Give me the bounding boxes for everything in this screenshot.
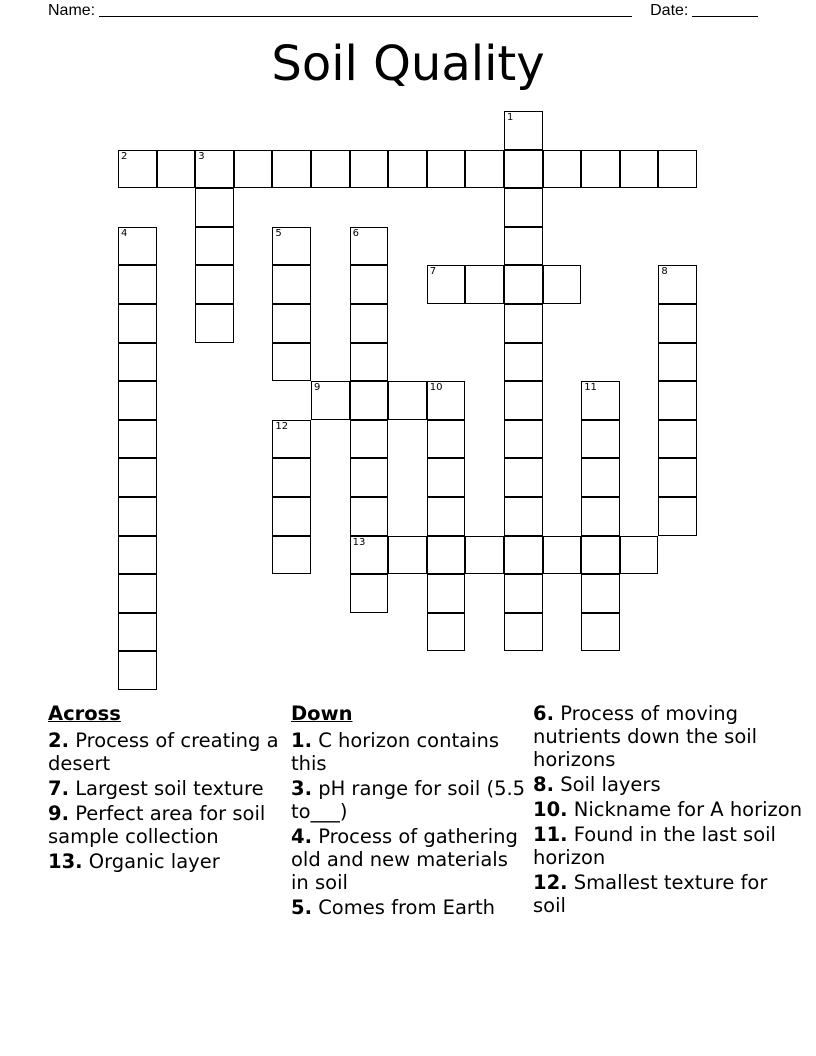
grid-cell[interactable]	[157, 150, 196, 189]
grid-cell[interactable]	[427, 613, 466, 652]
clue-number: 5.	[291, 896, 312, 919]
clue-down	[291, 825, 531, 894]
clue-number-label: 7	[429, 266, 437, 278]
grid-cell[interactable]	[504, 536, 543, 575]
grid-cell[interactable]	[504, 381, 543, 420]
grid-cell[interactable]	[118, 651, 157, 690]
clue-number: 9.	[48, 802, 69, 825]
grid-cell[interactable]	[581, 420, 620, 459]
puzzle-title: Soil Quality	[271, 36, 545, 92]
grid-cell[interactable]	[543, 265, 582, 304]
grid-cell[interactable]	[118, 574, 157, 613]
grid-cell[interactable]	[118, 497, 157, 536]
grid-cell[interactable]	[388, 536, 427, 575]
grid-cell[interactable]	[350, 227, 389, 266]
grid-cell[interactable]	[118, 150, 157, 189]
grid-cell[interactable]	[118, 613, 157, 652]
grid-cell[interactable]	[350, 458, 389, 497]
grid-cell[interactable]	[581, 574, 620, 613]
down-heading: Down	[291, 702, 353, 725]
grid-cell[interactable]	[504, 150, 543, 189]
grid-cell[interactable]	[427, 265, 466, 304]
grid-cell[interactable]	[581, 381, 620, 420]
clue-across	[48, 850, 288, 873]
grid-cell[interactable]	[350, 574, 389, 613]
clue-number-label: 4	[121, 227, 128, 239]
clue-down	[533, 773, 803, 796]
clue-text: Process of creating a desert	[48, 729, 279, 775]
clue-number-label: 10	[429, 382, 443, 394]
grid-cell[interactable]	[427, 497, 466, 536]
grid-cell[interactable]	[658, 265, 697, 304]
clue-text: Process of gathering old and new materials in soil	[291, 825, 518, 894]
grid-cell[interactable]	[658, 497, 697, 536]
grid-cell[interactable]	[388, 381, 427, 420]
grid-cell[interactable]	[195, 227, 234, 266]
clue-number: 4.	[291, 825, 312, 848]
down-clues	[291, 702, 531, 921]
clue-text: Comes from Earth	[318, 896, 495, 919]
clue-text: Soil layers	[560, 773, 661, 796]
clue-number-label: 12	[275, 420, 289, 432]
clue-number: 3.	[291, 777, 312, 800]
clue-text: Process of moving nutrients down the soil horizons	[533, 702, 758, 771]
clue-across	[48, 777, 288, 800]
grid-cell[interactable]	[195, 188, 234, 227]
grid-cell[interactable]	[272, 304, 311, 343]
clue-number-label: 3	[198, 150, 205, 162]
clue-number: 13.	[48, 850, 83, 873]
clue-number-label: 8	[661, 266, 668, 278]
clue-down	[291, 729, 531, 775]
grid-cell[interactable]	[465, 536, 504, 575]
grid-cell[interactable]	[272, 458, 311, 497]
grid-cell[interactable]	[427, 420, 466, 459]
grid-cell[interactable]	[272, 150, 311, 189]
grid-cell[interactable]	[195, 304, 234, 343]
clue-number-label: 9	[314, 382, 321, 394]
grid-cell[interactable]	[504, 304, 543, 343]
grid-cell[interactable]	[350, 381, 389, 420]
grid-cell[interactable]	[658, 150, 697, 189]
clue-down	[533, 823, 803, 869]
clue-number: 10.	[533, 798, 568, 821]
grid-cell[interactable]	[272, 265, 311, 304]
grid-cell[interactable]	[272, 497, 311, 536]
clue-down	[291, 896, 531, 919]
grid-cell[interactable]	[504, 265, 543, 304]
grid-cell[interactable]	[581, 536, 620, 575]
name-label: Name:	[48, 2, 96, 19]
clue-number: 8.	[533, 773, 554, 796]
grid-cell[interactable]	[118, 381, 157, 420]
grid-cell[interactable]	[543, 150, 582, 189]
clue-number-label: 1	[507, 112, 514, 123]
grid-cell[interactable]	[465, 150, 504, 189]
grid-cell[interactable]	[658, 343, 697, 382]
across-clues	[48, 702, 288, 875]
clue-across	[48, 802, 288, 848]
clue-down	[533, 798, 803, 821]
grid-cell[interactable]	[543, 536, 582, 575]
grid-cell[interactable]	[504, 343, 543, 382]
clue-text: Organic layer	[88, 850, 220, 873]
grid-cell[interactable]	[118, 265, 157, 304]
grid-cell[interactable]	[658, 458, 697, 497]
grid-cell[interactable]	[465, 265, 504, 304]
grid-cell[interactable]	[658, 420, 697, 459]
grid-cell[interactable]	[311, 150, 350, 189]
grid-cell[interactable]	[581, 613, 620, 652]
grid-cell[interactable]	[427, 150, 466, 189]
clue-number-label: 6	[352, 227, 359, 239]
grid-cell[interactable]	[272, 227, 311, 266]
grid-cell[interactable]	[350, 304, 389, 343]
grid-cell[interactable]	[350, 420, 389, 459]
grid-cell[interactable]	[620, 150, 659, 189]
grid-cell[interactable]	[504, 497, 543, 536]
grid-cell[interactable]	[118, 227, 157, 266]
grid-cell[interactable]	[427, 574, 466, 613]
grid-cell[interactable]	[581, 497, 620, 536]
grid-cell[interactable]	[504, 458, 543, 497]
date-label: Date:	[650, 2, 689, 19]
clue-text: Found in the last soil horizon	[533, 823, 776, 869]
grid-cell[interactable]	[118, 304, 157, 343]
clue-number: 11.	[533, 823, 568, 846]
across-heading: Across	[48, 702, 121, 725]
clue-number-label: 2	[121, 150, 128, 162]
grid-cell[interactable]	[504, 227, 543, 266]
grid-cell[interactable]	[504, 574, 543, 613]
clue-text: Perfect area for soil sample collection	[48, 802, 266, 848]
clue-number: 2.	[48, 729, 69, 752]
clue-number: 12.	[533, 871, 568, 894]
down-clues-continued	[533, 702, 803, 919]
grid-cell[interactable]	[118, 536, 157, 575]
grid-cell[interactable]	[350, 343, 389, 382]
clue-number: 6.	[533, 702, 554, 725]
grid-cell[interactable]	[350, 265, 389, 304]
grid-cell[interactable]	[195, 150, 234, 189]
clue-across	[48, 729, 288, 775]
grid-cell[interactable]	[234, 150, 273, 189]
grid-cell[interactable]	[350, 150, 389, 189]
grid-cell[interactable]	[350, 536, 389, 575]
grid-cell[interactable]	[658, 304, 697, 343]
clue-number: 1.	[291, 729, 312, 752]
grid-cell[interactable]	[350, 497, 389, 536]
grid-cell[interactable]	[427, 458, 466, 497]
grid-cell[interactable]	[504, 111, 543, 150]
grid-cell[interactable]	[504, 188, 543, 227]
grid-cell[interactable]	[118, 343, 157, 382]
clue-down	[533, 871, 803, 917]
grid-cell[interactable]	[118, 420, 157, 459]
grid-cell[interactable]	[118, 458, 157, 497]
clue-text: Smallest texture for soil	[533, 871, 768, 917]
grid-cell[interactable]	[195, 265, 234, 304]
grid-cell[interactable]	[581, 458, 620, 497]
clue-number: 7.	[48, 777, 69, 800]
grid-cell[interactable]	[427, 381, 466, 420]
grid-cell[interactable]	[311, 381, 350, 420]
grid-cell[interactable]	[504, 613, 543, 652]
clue-text: Nickname for A horizon	[573, 798, 803, 821]
clue-number-label: 13	[352, 536, 366, 548]
clue-number-label: 5	[275, 227, 282, 239]
clue-number-label: 11	[584, 382, 597, 394]
clue-text: Largest soil texture	[75, 777, 264, 800]
grid-cell[interactable]	[620, 536, 659, 575]
clue-text: C horizon contains this	[291, 729, 499, 775]
grid-cell[interactable]	[658, 381, 697, 420]
grid-cell[interactable]	[272, 343, 311, 382]
grid-cell[interactable]	[581, 150, 620, 189]
clue-down	[533, 702, 803, 771]
clue-down	[291, 777, 531, 823]
grid-cell[interactable]	[504, 420, 543, 459]
grid-cell[interactable]	[272, 420, 311, 459]
grid-cell[interactable]	[427, 536, 466, 575]
grid-cell[interactable]	[272, 536, 311, 575]
clue-text: pH range for soil (5.5 to___)	[291, 777, 526, 823]
grid-cell[interactable]	[388, 150, 427, 189]
